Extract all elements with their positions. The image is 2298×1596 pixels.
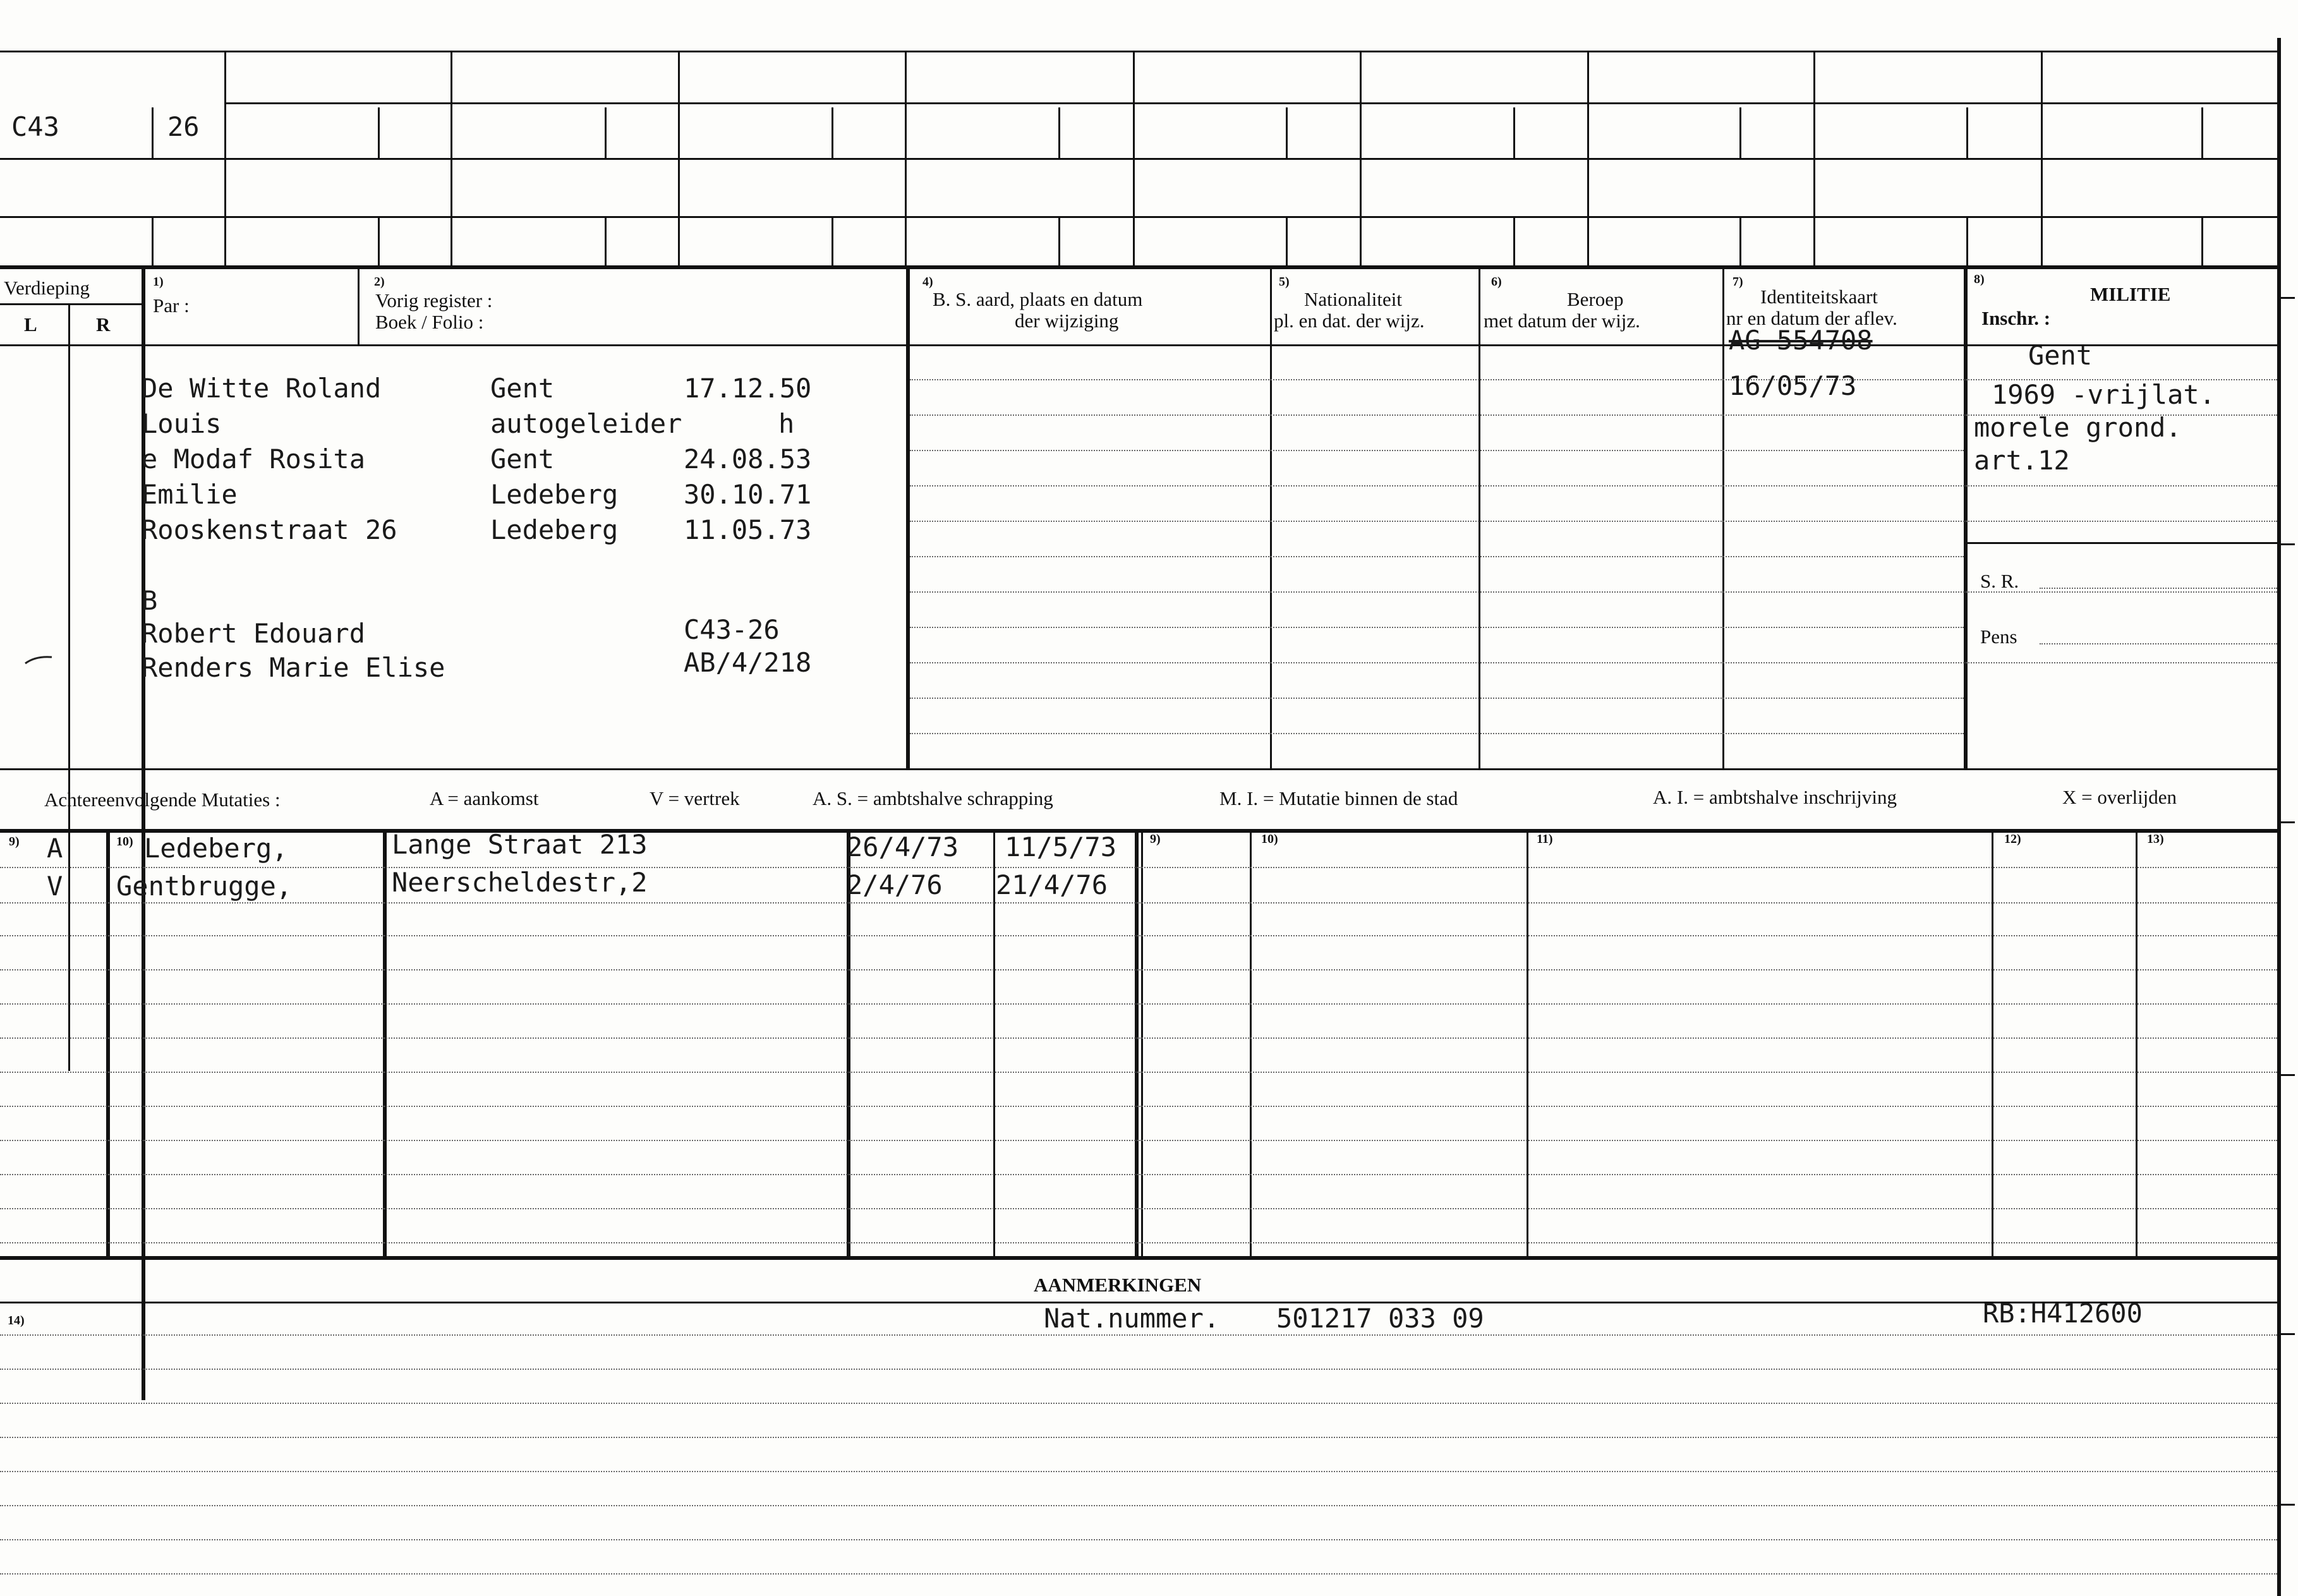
col4-number: 4) [922,275,933,289]
mutation-2-address: Neerscheldestr,2 [392,867,648,898]
bs-label: B. S. aard, plaats en datum [933,288,1143,310]
person-line-2-mark: h [778,408,795,439]
mutation-1-town: Ledeberg, [144,833,288,864]
dotted-line [910,485,2277,487]
grid-line [0,51,2281,52]
col10b-number: 10) [1261,832,1278,846]
legend-ai: A. I. = ambtshalve inschrijving [1653,786,1897,808]
id-card-number: AG 554708 [1729,325,1873,356]
grid-line [1739,216,1741,265]
grid-line [106,829,110,1259]
person-line-3-date: 24.08.53 [684,444,812,475]
grid-line [605,216,607,265]
inschr-label: Inschr. : [1981,307,2051,329]
grid-line [224,51,226,265]
edge-tick [2278,543,2295,545]
dotted-line [0,1208,2277,1209]
person-line-4-date: 30.10.71 [684,479,812,510]
dotted-line [910,556,1964,557]
col10-number: 10) [116,835,133,849]
grid-line [832,107,833,158]
dotted-line [0,935,2277,936]
grid-line [1527,829,1528,1259]
col14-number: 14) [8,1314,25,1327]
dotted-line [910,521,2277,522]
person-line-1-name: De Witte Roland [142,373,382,404]
legend-as: A. S. = ambtshalve schrapping [813,787,1053,809]
boek-folio-label: Boek / Folio : [375,311,484,333]
edge-tick [2278,1504,2295,1506]
militie-line-1: Gent [2028,340,2093,371]
grid-line [1513,107,1515,158]
grid-line [1135,829,1139,1259]
dotted-line [0,1037,2277,1039]
grid-line [1587,51,1589,265]
mutation-1-type: A [47,833,63,864]
dotted-line [910,733,1964,734]
dotted-line [0,867,2277,868]
dotted-line [0,1334,2277,1336]
col6-number: 6) [1491,275,1502,289]
militie-line-2: 1969 -vrijlat. [1992,379,2216,410]
dotted-line [0,1471,2277,1472]
grid-line [152,107,154,158]
id-card-date: 16/05/73 [1729,370,1857,401]
col5-number: 5) [1279,275,1290,289]
grid-line [1813,51,1815,265]
grid-line [832,216,833,265]
person-line-2-name: Louis [142,408,222,439]
grid-line [451,51,452,265]
dotted-line [0,1174,2277,1175]
grid-line [1141,829,1143,1259]
dotted-line [2040,588,2277,589]
grid-line [1270,269,1272,768]
dotted-line [0,1369,2277,1370]
r-label: R [96,313,111,336]
grid-line [678,51,680,265]
person-line-5-name: Rooskenstraat 26 [142,514,397,545]
militie-line-3: morele grond. [1974,412,2182,443]
grid-line [68,303,70,1071]
grid-line [383,829,387,1259]
dotted-line [910,662,2277,663]
grid-line [152,216,154,265]
edge-tick [2278,1074,2295,1076]
grid-line [1250,829,1252,1259]
grid-line [1966,216,1968,265]
dotted-line [0,902,2277,904]
person-line-3-name: e Modaf Rosita [142,444,366,475]
grid-line [1058,216,1060,265]
edge-tick [2278,1333,2295,1335]
dotted-line [910,627,1964,628]
mutation-2-type: V [47,871,63,902]
person-line-1-place: Gent [490,373,555,404]
grid-line [1966,107,1968,158]
grid-line [1964,269,1968,768]
legend-title: Achtereenvolgende Mutaties : [44,789,281,811]
grid-line [1722,269,1724,768]
beroep-label: Beroep [1567,288,1624,310]
dotted-line [0,1539,2277,1540]
grid-line [224,102,2281,104]
grid-line [0,158,2281,160]
rb-number: RB:H412600 [1983,1298,2143,1329]
col7-number: 7) [1733,275,1743,289]
grid-line [1479,269,1480,768]
grid-line [1058,107,1060,158]
identiteitskaart-label: Identiteitskaart [1760,286,1878,308]
grid-line [0,216,2281,218]
col11-number: 11) [1537,832,1553,846]
dotted-line [0,1437,2277,1438]
grid-line [358,269,360,344]
dotted-line [2040,643,2277,644]
grid-line [1992,829,1993,1259]
bs-label-2: der wijziging [1015,310,1119,332]
grid-line [1360,51,1362,265]
dotted-line [0,1106,2277,1107]
nationaliteit-label-2: pl. en dat. der wijz. [1274,310,1425,332]
grid-line [378,216,380,265]
col2-number: 2) [374,275,385,289]
grid-line [1286,216,1288,265]
verdieping-label: Verdieping [4,277,90,299]
mutation-2-town: Gentbrugge, [116,871,293,902]
person-line-2-job: autogeleider [490,408,682,439]
grid-line [1513,216,1515,265]
militie-label: MILITIE [2090,283,2171,305]
col1-number: 1) [153,275,164,289]
national-number-label: Nat.nummer. [1044,1303,1220,1334]
l-label: L [24,313,37,336]
card-code: C43 [11,111,59,142]
grid-line [0,265,2281,269]
grid-line [2201,216,2203,265]
dotted-line [910,591,2277,593]
grid-line [605,107,607,158]
mutation-1-date-1: 26/4/73 [847,831,959,862]
vorig-register-label: Vorig register : [375,289,493,311]
person-line-1-date: 17.12.50 [684,373,812,404]
legend-mi: M. I. = Mutatie binnen de stad [1219,787,1458,809]
pens-label: Pens [1980,626,2017,648]
legend-v: V = vertrek [650,787,740,809]
grid-line [905,51,907,265]
national-number-value: 501217 033 09 [1276,1303,1484,1334]
grid-line [0,1256,2281,1260]
card-number: 26 [167,111,200,142]
sr-label: S. R. [1980,570,2019,592]
dotted-line [0,1403,2277,1404]
mutation-2-date-2: 21/4/76 [996,869,1108,900]
mutation-2-date-1: 2/4/76 [847,869,943,900]
grid-line [2277,38,2281,1596]
dotted-line [0,1242,2277,1243]
grid-line [993,829,995,1259]
edge-tick [2278,297,2295,299]
person-line-7-ref: C43-26 [684,614,780,645]
grid-line [0,829,2281,833]
grid-line [0,768,2281,770]
person-line-3-place: Gent [490,444,555,475]
dotted-line [0,1003,2277,1005]
grid-line [1968,542,2277,544]
dotted-line [0,1072,2277,1073]
grid-line [1133,51,1135,265]
legend-a: A = aankomst [430,787,539,809]
col8-number: 8) [1974,272,1985,286]
nationaliteit-label: Nationaliteit [1304,288,1402,310]
col9-number: 9) [9,835,20,849]
mutation-1-date-2: 11/5/73 [1005,831,1117,862]
dotted-line [0,1573,2277,1575]
militie-line-4: art.12 [1974,445,2070,476]
grid-line [1739,107,1741,158]
grid-line [2201,107,2203,158]
dotted-line [910,450,1964,451]
par-label: Par : [153,294,190,317]
person-line-4-name: Emilie [142,479,238,510]
grid-line [378,107,380,158]
dotted-line [0,969,2277,970]
grid-line [1286,107,1288,158]
grid-line [0,344,2281,346]
person-line-5-date: 11.05.73 [684,514,812,545]
grid-line [0,303,144,305]
dotted-line [0,1140,2277,1141]
legend-x: X = overlijden [2062,786,2177,808]
person-line-7-name: Robert Edouard [142,618,366,649]
person-line-8-name: Renders Marie Elise [142,652,445,683]
pencil-mark [23,650,54,668]
grid-line [2136,829,2138,1259]
grid-line [906,269,910,768]
dotted-line [0,1505,2277,1506]
person-line-4-place: Ledeberg [490,479,619,510]
person-line-6-name: B [142,585,158,616]
person-line-5-place: Ledeberg [490,514,619,545]
dotted-line [910,698,1964,699]
mutation-1-address: Lange Straat 213 [392,829,648,860]
col9b-number: 9) [1150,832,1161,846]
col12-number: 12) [2004,832,2021,846]
edge-tick [2278,821,2295,823]
person-line-8-ref: AB/4/218 [684,647,812,678]
grid-line [2041,51,2043,265]
col13-number: 13) [2147,832,2164,846]
beroep-label-2: met datum der wijz. [1484,310,1640,332]
identiteitskaart-label-2: nr en datum der aflev. [1726,307,1897,329]
remarks-title: AANMERKINGEN [1034,1274,1202,1296]
